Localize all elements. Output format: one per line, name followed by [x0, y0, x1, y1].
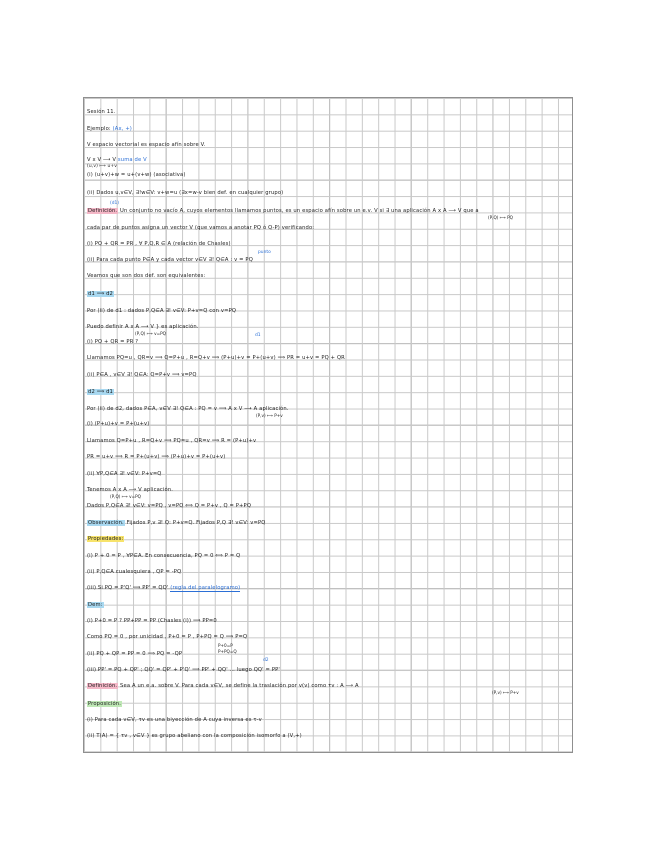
map-note: (P,Q) ⟼ PQ [488, 215, 513, 220]
text-line: (ii) PQ + QP = PP = 0 ⟹ PQ = -QP [87, 651, 183, 657]
text-line: (i) P + 0 = P , ∀P∈A. En consecuencia, PQ = 0 ⟺ P = Q [87, 553, 241, 559]
text-line: (iii) Si PQ = P'Q' ⟹ PP' = QQ' (regla del paralelogramo) [87, 585, 241, 591]
text-line: (ii) T(A) = { τv , v∈V } es grupo abeliano con la composición isomorfo a (V,+) [87, 733, 302, 739]
text-line: Llamamos Q=P+u , R=Q+v ⟹ PQ=u , QR=v ⟹ R = (P+u)+v [87, 438, 257, 444]
text-line: (ii) ∀P,Q∈A ∃! v∈V: P+v=Q [87, 471, 162, 477]
margin-note: punto [258, 250, 271, 255]
text-line: V x V ⟶ V suma de V [87, 157, 147, 163]
text-line: Tenemos A x A ⟶ V aplicación. [87, 487, 174, 493]
map-note: (P,Q) ⟼ v=PQ [135, 331, 166, 336]
text-line: (iii) PP' = PQ + QP' ; QQ' = QP' + P'Q' ⟹ PP' + QQ' ... luego QQ' = PP' [87, 667, 280, 673]
margin-note: d1 [255, 333, 261, 338]
margin-note: P+0=P [218, 643, 233, 648]
subheading: Propiedades: [88, 536, 124, 542]
text-line: PR = u+v ⟹ R = P+(u+v) ⟹ (P+u)+v = P+(u+v) [87, 454, 226, 460]
text-line: (ii) Dados u,v∈V, ∃!w∈V: v+w=u (∃x=w-v bien def. en cualquier grupo) [87, 190, 284, 196]
subheading: Dem: [88, 602, 103, 608]
margin-note: (d1) [110, 201, 120, 206]
map-note: (P,v) ⟼ P+v [256, 413, 283, 418]
definition-line: Definición. Sea A un e.a. sobre V. Para cada v∈V, se define la traslación por v(v) como τv : A ⟶ A [88, 683, 359, 689]
definition-line: Definición. Un conjunto no vacío A, cuyos elementos llamamos puntos, es un espacio afín sobre un e.v. V si ∃ una aplicación A x A ⟶ V que a [88, 208, 479, 214]
text-line: Por (ii) de d2, dados P∈A, v∈V ∃! Q∈A : PQ = v ⟹ A x V ⟶ A aplicación. [87, 406, 289, 412]
text-line: (ii) Para cada punto P∈A y cada vector v∈V ∃! Q∈A : v = PQ [87, 257, 253, 263]
text-line: Veamos que son dos def. son equivalentes: [87, 273, 206, 279]
text-line: (ii) P,Q∈A cualesquiera , QP = -PQ [87, 569, 182, 575]
margin-note: P+PQ=Q [218, 649, 237, 654]
text-line: Por (ii) de d1 : dados P,Q∈A ∃! v∈V: P+v=Q con v=PQ [87, 308, 237, 314]
text-line: (i) PQ + QR = PR , ∀ P,Q,R ∈ A (relación de Chasles) [87, 241, 231, 247]
session-title: Sesión 11. [87, 109, 116, 115]
map-note: (P,v) ⟼ P+v [492, 690, 519, 695]
text-line: (u,v) ⟼ u+v [87, 164, 117, 169]
text-line: Llamamos PQ=u , QR=v ⟹ Q=P+u , R=Q+v ⟹ (P+u)+v = P+(u+v) ⟹ PR = u+v = PQ + QR [87, 355, 345, 361]
text-line: cada par de puntos asigna un vector V (que vamos a anotar PQ ó Q-P) verificando: [87, 225, 315, 231]
text-line: (i) PQ + QR = PR ? [87, 339, 139, 345]
subheading: d2 ⟹ d1 [88, 389, 113, 395]
observation-line: Observación. Fijados P,v ∃! Q: P+v=Q. Fijados P,Q ∃! v∈V: v=PQ [88, 520, 266, 526]
subheading: d1 ⟹ d2 [88, 291, 113, 297]
text-line: (i) Para cada v∈V, τv es una biyección de A cuya inversa es τ-v [87, 717, 262, 723]
text-line: (i) (u+v)+w = u+(v+w) (asociativa) [87, 172, 186, 178]
text-line: (ii) P∈A , v∈V ∃! Q∈A: Q=P+v ⟹ v=PQ [87, 372, 197, 378]
text-line: V espacio vectorial es espacio afín sobre V. [87, 142, 206, 148]
text-line: Como PQ = 0 , por unicidad , P+0 = P , P+PQ = Q ⟹ P=Q [87, 634, 248, 640]
text-line: Dados P,Q∈A ∃! v∈V: v=PQ , v=PQ ⟺ Q = P+v , Q = P+PQ [87, 503, 252, 509]
subheading: Proposición. [88, 701, 122, 707]
map-note: (P,Q) ⟼ v=PQ [110, 494, 141, 499]
example-heading: Ejemplo: (Ax, +) [87, 126, 132, 132]
text-line: Puedo definir A x A ⟶ V } es aplicación. [87, 324, 199, 330]
margin-note: d2 [263, 658, 269, 663]
text-line: (i) (P+u)+v = P+(u+v) [87, 421, 150, 427]
text-line: (i) P+0 = P ? PP+PP = PP (Chasles (i)) ⟹ PP=0 [87, 618, 217, 624]
